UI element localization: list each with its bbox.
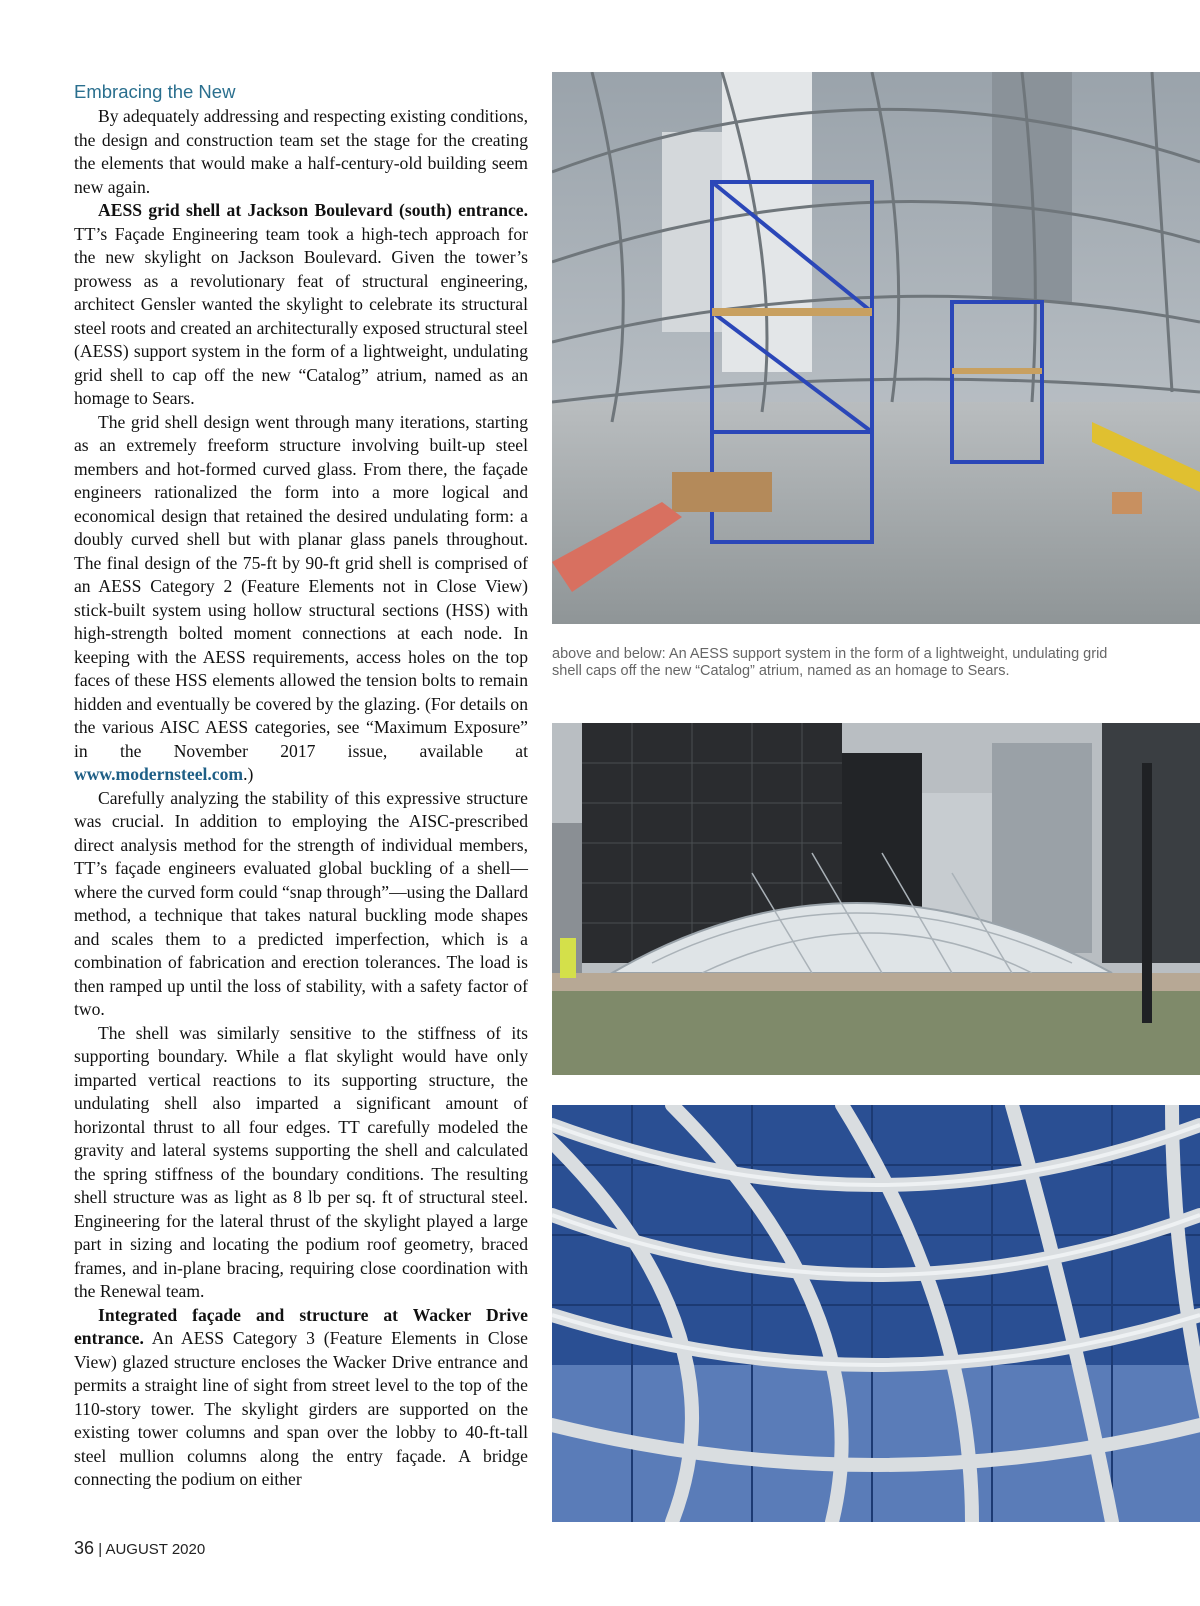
paragraph-6 bbox=[74, 1304, 528, 1492]
paragraph-3 bbox=[74, 411, 528, 787]
construction-photo-graphic bbox=[552, 72, 1200, 624]
paragraph-5: The shell was similarly sensitive to the stiffness of its supporting boundary. While a flat skylight would have only imparted vertical reactions to its supporting structure, the undulating shell also imparted a significant amount of horizontal thrust to all four edges. TT carefully modeled the gravity and lateral systems supporting the shell and calculated the spring stiffness of the boundary conditions. The resulting shell structure was as light as 8 lb per sq. ft of structural steel. Engineering for the lateral thrust of the skylight played a large part in sizing and locating the podium roof geometry, braced frames, and in-plane bracing, requiring close coordination with the Renewal team. bbox=[74, 1022, 528, 1301]
photo-grid-shell-closeup bbox=[552, 1105, 1200, 1522]
page-footer bbox=[74, 1538, 205, 1559]
paragraph-4: Carefully analyzing the stability of this expressive structure was crucial. In addition to employing the AISC-prescribed direct analysis method for the strength of individual members, TT’s façade engineers evaluated global buckling of a shell—where the curved form could “snap through”—using the Dallard method, a technique that takes natural buckling mode shapes and scales them to a predicted imperfection, which is a combination of fabrication and erection tolerances. The load is then ramped up until the loss of stability, with a safety factor of two. bbox=[74, 787, 528, 1019]
paragraph-3-text: The grid shell design went through many iterations, starting as an extremely freeform structure involving built-up steel members and hot-formed curved glass. From there, the façade engineers rationalized the form into a more logical and economical design that retained the desired undulating form: a doubly curved shell but with planar glass panels throughout. The final design of the 75-ft by 90-ft grid shell is comprised of an AESS Category 2 (Feature Elements not in Close View) stick-built system using hollow structural sections (HSS) with high-strength bolted moment connections at each node. In keeping with the AESS requirements, access holes on the top faces of these HSS elements allowed the tension bolts to remain hidden and eventually be covered by the glazing. (For details on the various AISC AESS categories, see “Maximum Exposure” in the November 2017 issue, available at bbox=[74, 411, 528, 761]
dome-photo-graphic bbox=[552, 723, 1200, 1075]
page-number: 36 bbox=[74, 1538, 95, 1558]
paragraph-3-end: .) bbox=[243, 764, 254, 784]
footer-separator: | bbox=[94, 1541, 106, 1558]
article-column bbox=[74, 80, 528, 1492]
photo-construction-interior bbox=[552, 72, 1200, 624]
issue-date: AUGUST 2020 bbox=[105, 1541, 206, 1558]
paragraph-2-body: TT’s Façade Engineering team took a high-tech approach for the new skylight on Jackson Boulevard. Given the tower’s prowess as a revolutionary feat of structural engineering, architect Gensler wanted the skylight to celebrate its structural steel roots and created an architecturally exposed structural steel (AESS) support system in the form of a lightweight, undulating grid shell to cap off the new “Catalog” atrium, named as an homage to Sears. bbox=[74, 223, 528, 408]
photo-caption: above and below: An AESS support system in the form of a lightweight, undulating grid shell caps off the new “Catalog” atrium, named as an homage to Sears. bbox=[552, 646, 1108, 679]
section-heading: Embracing the New bbox=[74, 81, 236, 102]
paragraph-6-lead: Integrated façade and structure at Wacker Drive entrance. bbox=[74, 1304, 528, 1348]
framing-photo-graphic bbox=[552, 1105, 1200, 1522]
paragraph-2 bbox=[74, 199, 528, 411]
paragraph-6-body: An AESS Category 3 (Feature Elements in Close View) glazed structure encloses the Wacker Drive entrance and permits a straight line of sight from street level to the top of the 110-story tower. The skylight girders are supported on the existing tower columns and span over the lobby to 40-ft-tall steel mullion columns along the entry façade. A bridge connecting the podium on either bbox=[74, 1328, 528, 1489]
paragraph-1: By adequately addressing and respecting existing conditions, the design and construction team set the stage for the creating the elements that would make a half-century-old building seem new again. bbox=[74, 106, 528, 197]
website-link[interactable]: www.modernsteel.com bbox=[74, 764, 244, 784]
photo-grid-shell-exterior bbox=[552, 723, 1200, 1075]
paragraph-2-lead: AESS grid shell at Jackson Boulevard (south) entrance. bbox=[98, 200, 528, 220]
